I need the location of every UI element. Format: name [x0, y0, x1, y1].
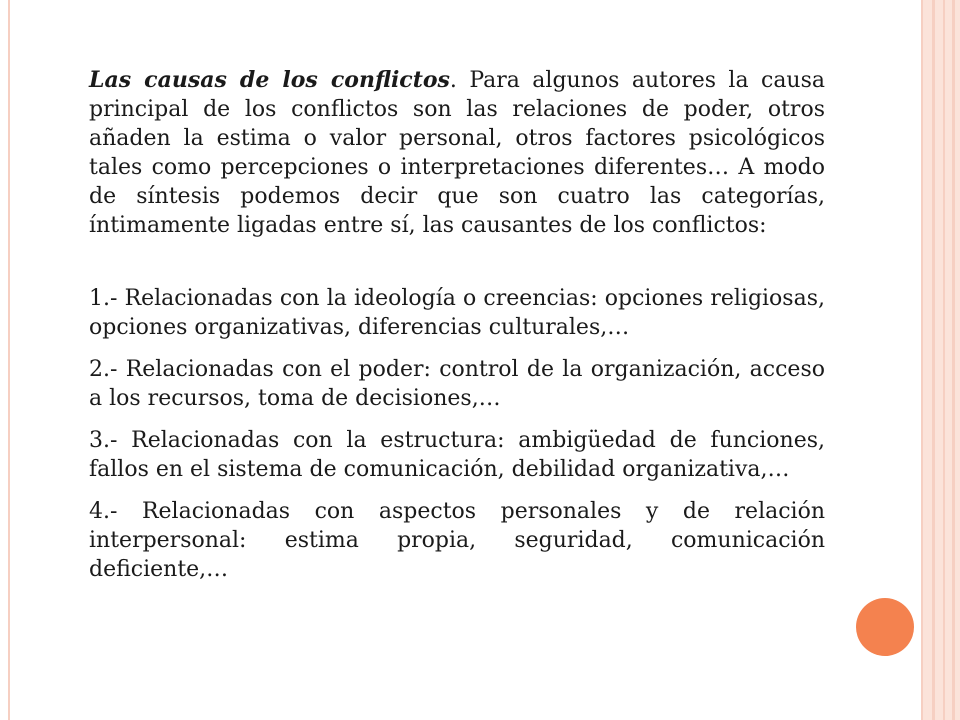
left-frame-line — [8, 0, 10, 720]
cause-item-4: 4.- Relacionadas con aspectos personales y de relación interpersonal: estima propia, seguridad, comunicación deficiente,… — [89, 499, 825, 582]
intro-heading-punct: . — [449, 68, 457, 93]
right-frame-line — [952, 0, 955, 720]
intro-paragraph — [89, 66, 825, 240]
slide-body — [89, 66, 825, 597]
right-frame-line — [921, 0, 923, 720]
cause-item-2: 2.- Relacionadas con el poder: control de la organización, acceso a los recursos, toma de decisiones,… — [89, 357, 825, 411]
intro-text: Para algunos autores la causa principal de los conflictos son las relaciones de poder, otros añaden la estima o valor personal, otros factores psicológicos tales como percepciones o interpretaciones diferentes… A modo de síntesis podemos decir que son cuatro las categorías, íntimamente ligadas entre sí, las causantes de los conflictos: — [89, 68, 826, 238]
accent-circle-decoration — [856, 598, 914, 656]
right-frame-line — [932, 0, 935, 720]
cause-item-3: 3.- Relacionadas con la estructura: ambigüedad de funciones, fallos en el sistema de comunicación, debilidad organizativa,… — [89, 428, 825, 482]
intro-heading: Las causas de los conflictos — [89, 67, 450, 93]
right-frame-line — [943, 0, 945, 720]
cause-item-1: 1.- Relacionadas con la ideología o creencias: opciones religiosas, opciones organizativas, diferencias culturales,… — [89, 286, 825, 340]
